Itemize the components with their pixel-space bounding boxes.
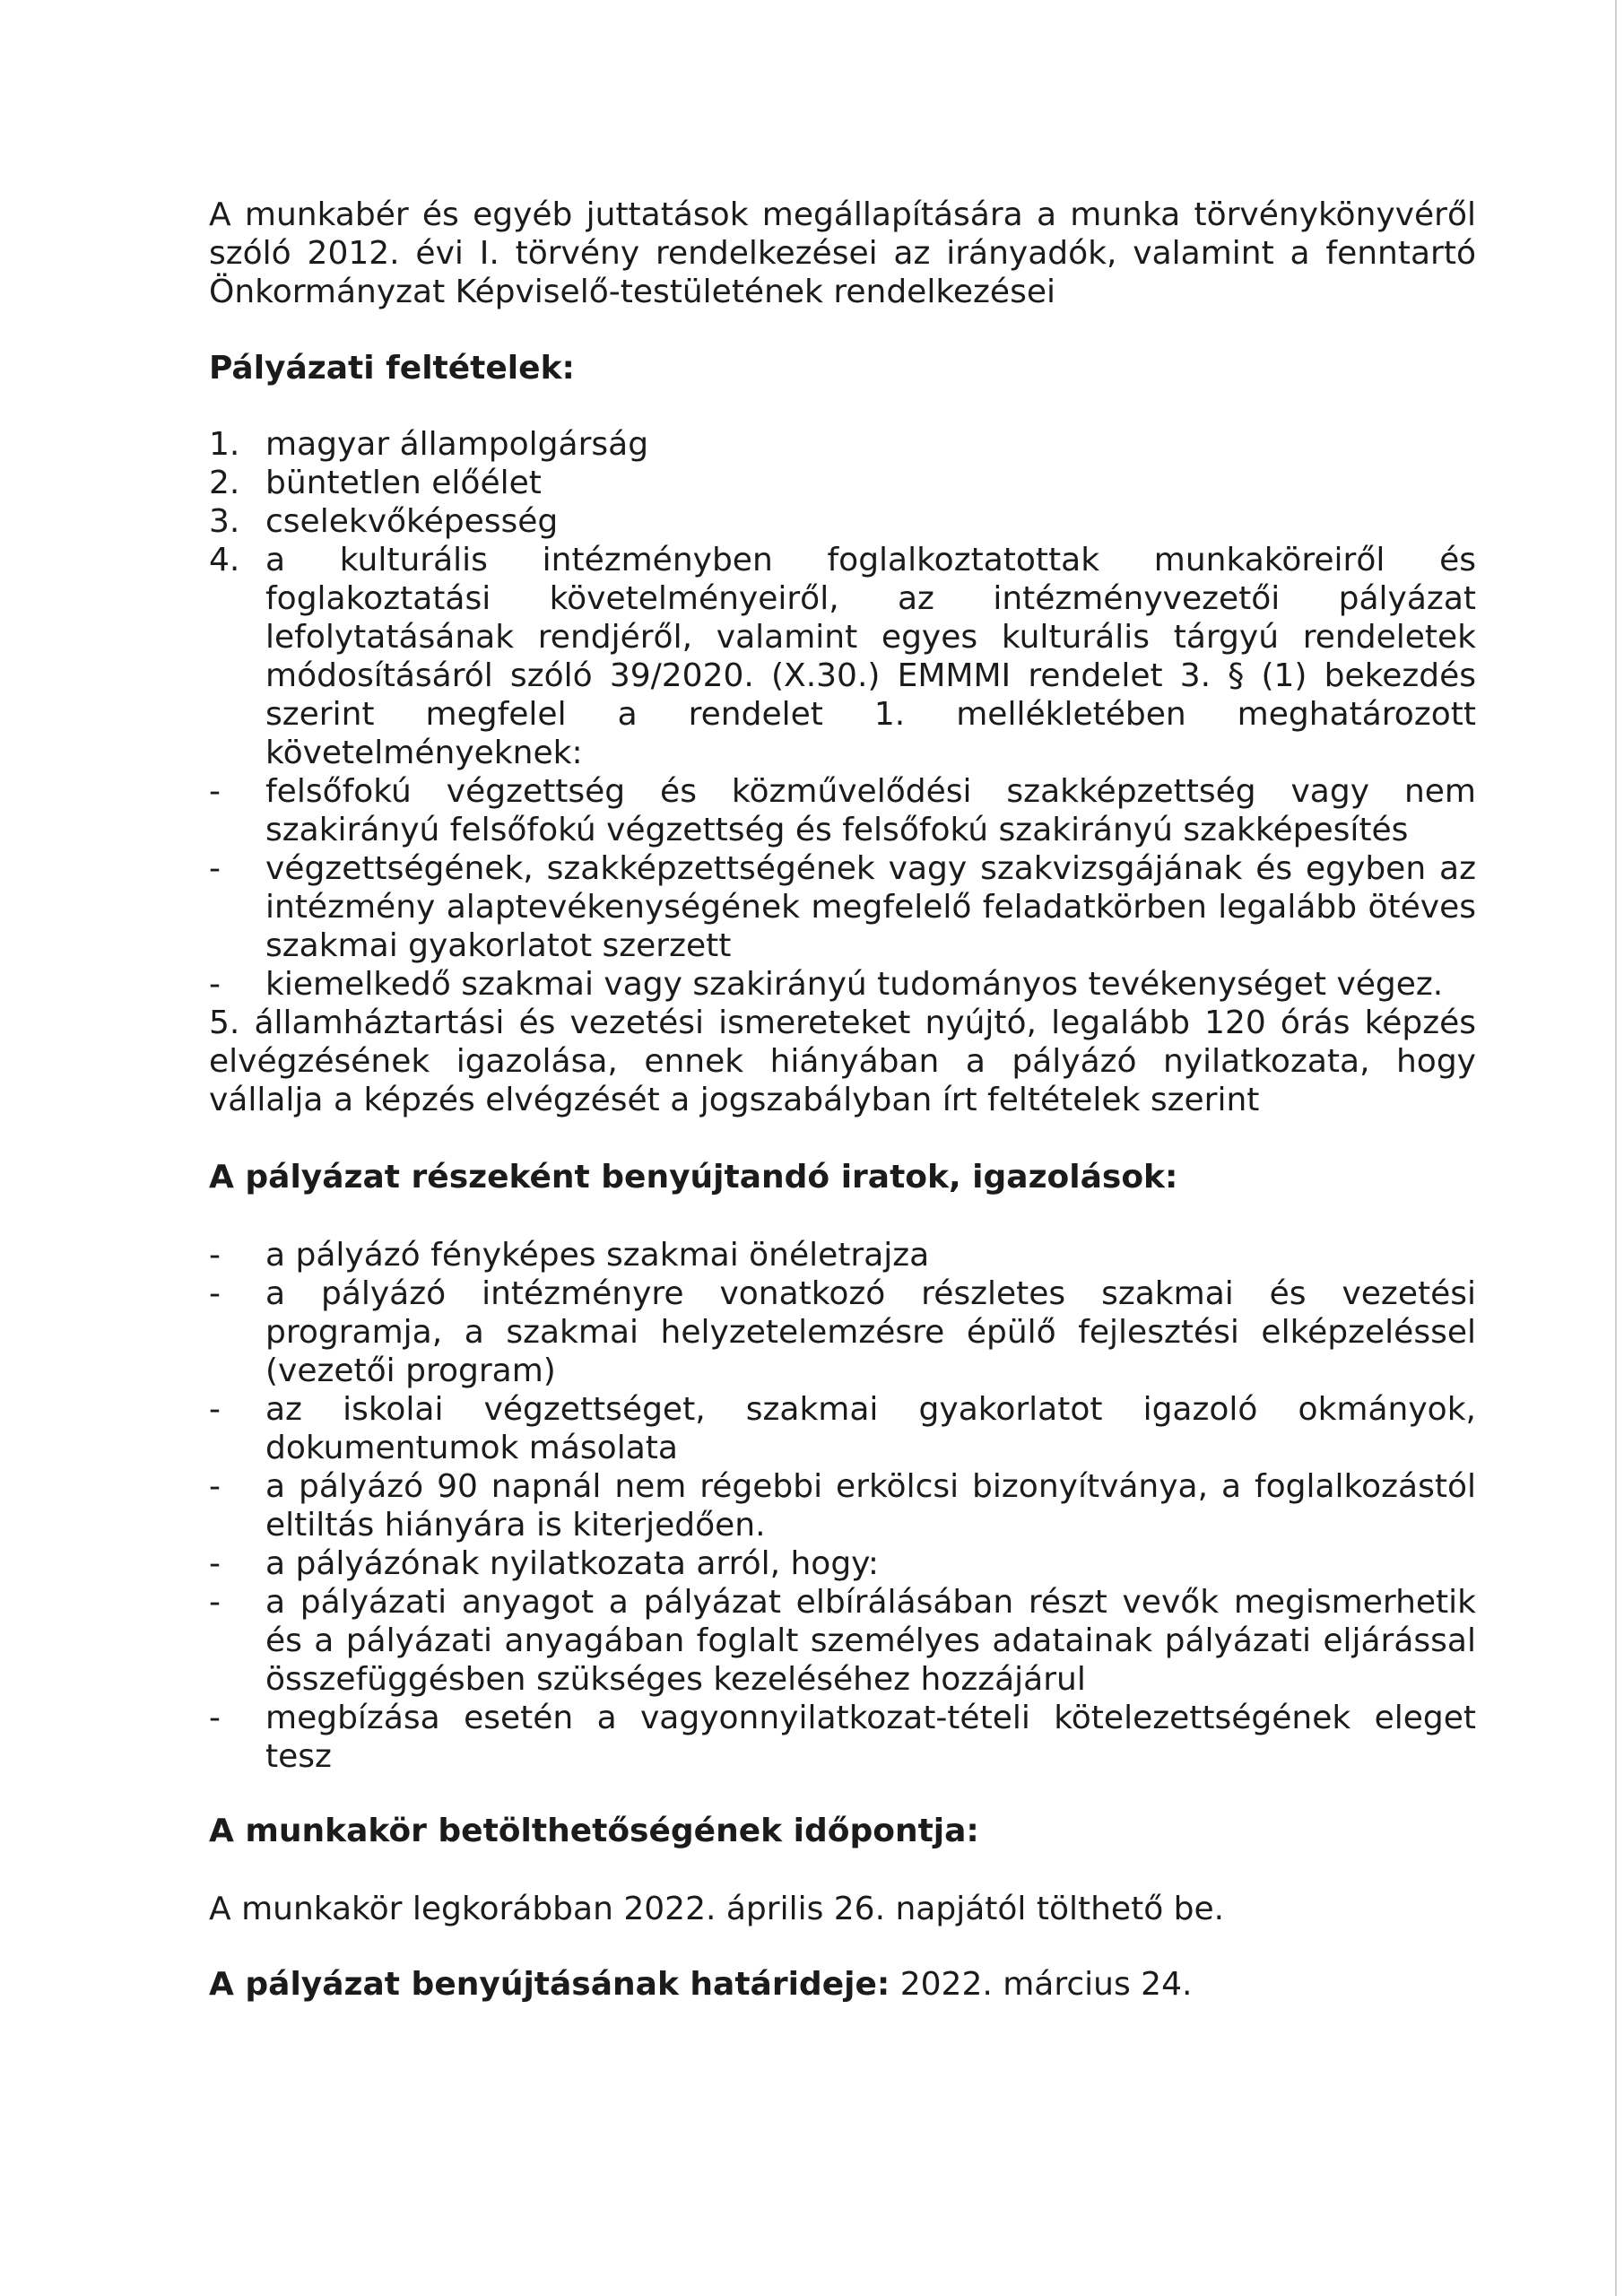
list-marker: - [209,966,221,1003]
list-item-text: a pályázónak nyilatkozata arról, hogy: [265,1545,879,1582]
documents-heading: A pályázat részeként benyújtandó iratok, igazolások: [209,1159,1178,1196]
list-item-text: cselekvőképesség [265,503,559,540]
list-marker: - [209,1237,221,1274]
fill-date-heading: A munkakör betölthetőségének időpontja: [209,1813,979,1849]
list-item [209,502,1476,541]
list-item-text: végzettségének, szakképzettségének vagy szakvizsgájának és egyben az intézmény alaptevékenységének megfelelő feladatkörben legalább ötéves szakmai gyakorlatot szerzett [265,850,1476,964]
list-marker: - [209,1391,221,1428]
list-item-text: felsőfokú végzettség és közművelődési szakképzettség vagy nem szakirányú felsőfokú végzettség és felsőfokú szakirányú szakképesítés [265,773,1476,848]
list-item [209,464,1476,502]
list-item [209,849,1476,965]
list-item-text: kiemelkedő szakmai vagy szakirányú tudományos tevékenységet végez. [265,966,1444,1003]
list-marker: - [209,1468,221,1505]
deadline-line [209,1965,1476,2004]
conditions-heading: Pályázati feltételek: [209,350,575,387]
list-marker: 4. [209,542,240,578]
list-item [209,1583,1476,1699]
list-marker: 1. [209,426,240,463]
list-item [209,1274,1476,1390]
list-marker: - [209,1700,221,1736]
intro-paragraph: A munkabér és egyéb juttatások megállapítására a munka törvénykönyvéről szóló 2012. évi I. törvény rendelkezései az irányadók, valamint a fenntartó Önkormányzat Képviselő-testületének rendelkezései [209,196,1476,310]
list-item-text: a pályázati anyagot a pályázat elbírálásában részt vevők megismerhetik és a pályázati anyagában foglalt személyes adatainak pályázati eljárással összefüggésben szükséges kezeléséhez hozzájárul [265,1584,1476,1698]
list-item [209,1544,1476,1583]
list-item-text: a kulturális intézményben foglalkoztatottak munkaköreiről és foglakoztatási követelményeiről, az intézményvezetői pályázat lefolytatásának rendjéről, valamint egyes kulturális tárgyú rendeletek módosításáról szóló 39/2020. (X.30.) EMMMI rendelet 3. § (1) bekezdés szerint megfelel a rendelet 1. mellékletében meghatározott követelményeknek: [265,542,1476,771]
list-item-text: a pályázó 90 napnál nem régebbi erkölcsi bizonyítványa, a foglalkozástól eltiltás hiányára is kiterjedően. [265,1468,1476,1544]
documents-list [209,1236,1476,1776]
deadline-label: A pályázat benyújtásának határideje: [209,1966,890,2003]
conditions-list [209,425,1476,1119]
list-item [209,1467,1476,1544]
scan-edge-line [1615,0,1617,2296]
list-marker: - [209,850,221,887]
list-item [209,965,1476,1004]
list-item-text: a pályázó intézményre vonatkozó részletes szakmai és vezetési programja, a szakmai helyzetelemzésre épülő fejlesztési elképzeléssel (vezetői program) [265,1275,1476,1389]
list-marker: - [209,1275,221,1312]
list-item-text: a pályázó fényképes szakmai önéletrajza [265,1237,930,1274]
list-item [209,541,1476,772]
list-item [209,1236,1476,1274]
list-item-text: megbízása esetén a vagyonnyilatkozat-tételi kötelezettségének eleget tesz [265,1700,1476,1775]
list-item [209,772,1476,849]
list-marker: - [209,1545,221,1582]
list-marker: - [209,773,221,810]
list-item [209,425,1476,464]
list-item [209,1004,1476,1119]
list-item-text: magyar állampolgárság [265,426,649,463]
list-item-text: 5. államháztartási és vezetési ismereteket nyújtó, legalább 120 órás képzés elvégzésének igazolása, ennek hiányában a pályázó nyilatkozata, hogy vállalja a képzés elvégzését a jogszabályban írt feltételek szerint [209,1004,1476,1118]
list-item [209,1699,1476,1776]
list-item-text: az iskolai végzettséget, szakmai gyakorlatot igazoló okmányok, dokumentumok másolata [265,1391,1476,1466]
list-marker: 2. [209,465,240,501]
list-marker: - [209,1584,221,1621]
deadline-value: 2022. március 24. [890,1966,1193,2003]
list-item [209,1390,1476,1467]
list-marker: 3. [209,503,240,540]
fill-date-text: A munkakör legkorábban 2022. április 26. napjától tölthető be. [209,1891,1225,1927]
list-item-text: büntetlen előélet [265,465,542,501]
